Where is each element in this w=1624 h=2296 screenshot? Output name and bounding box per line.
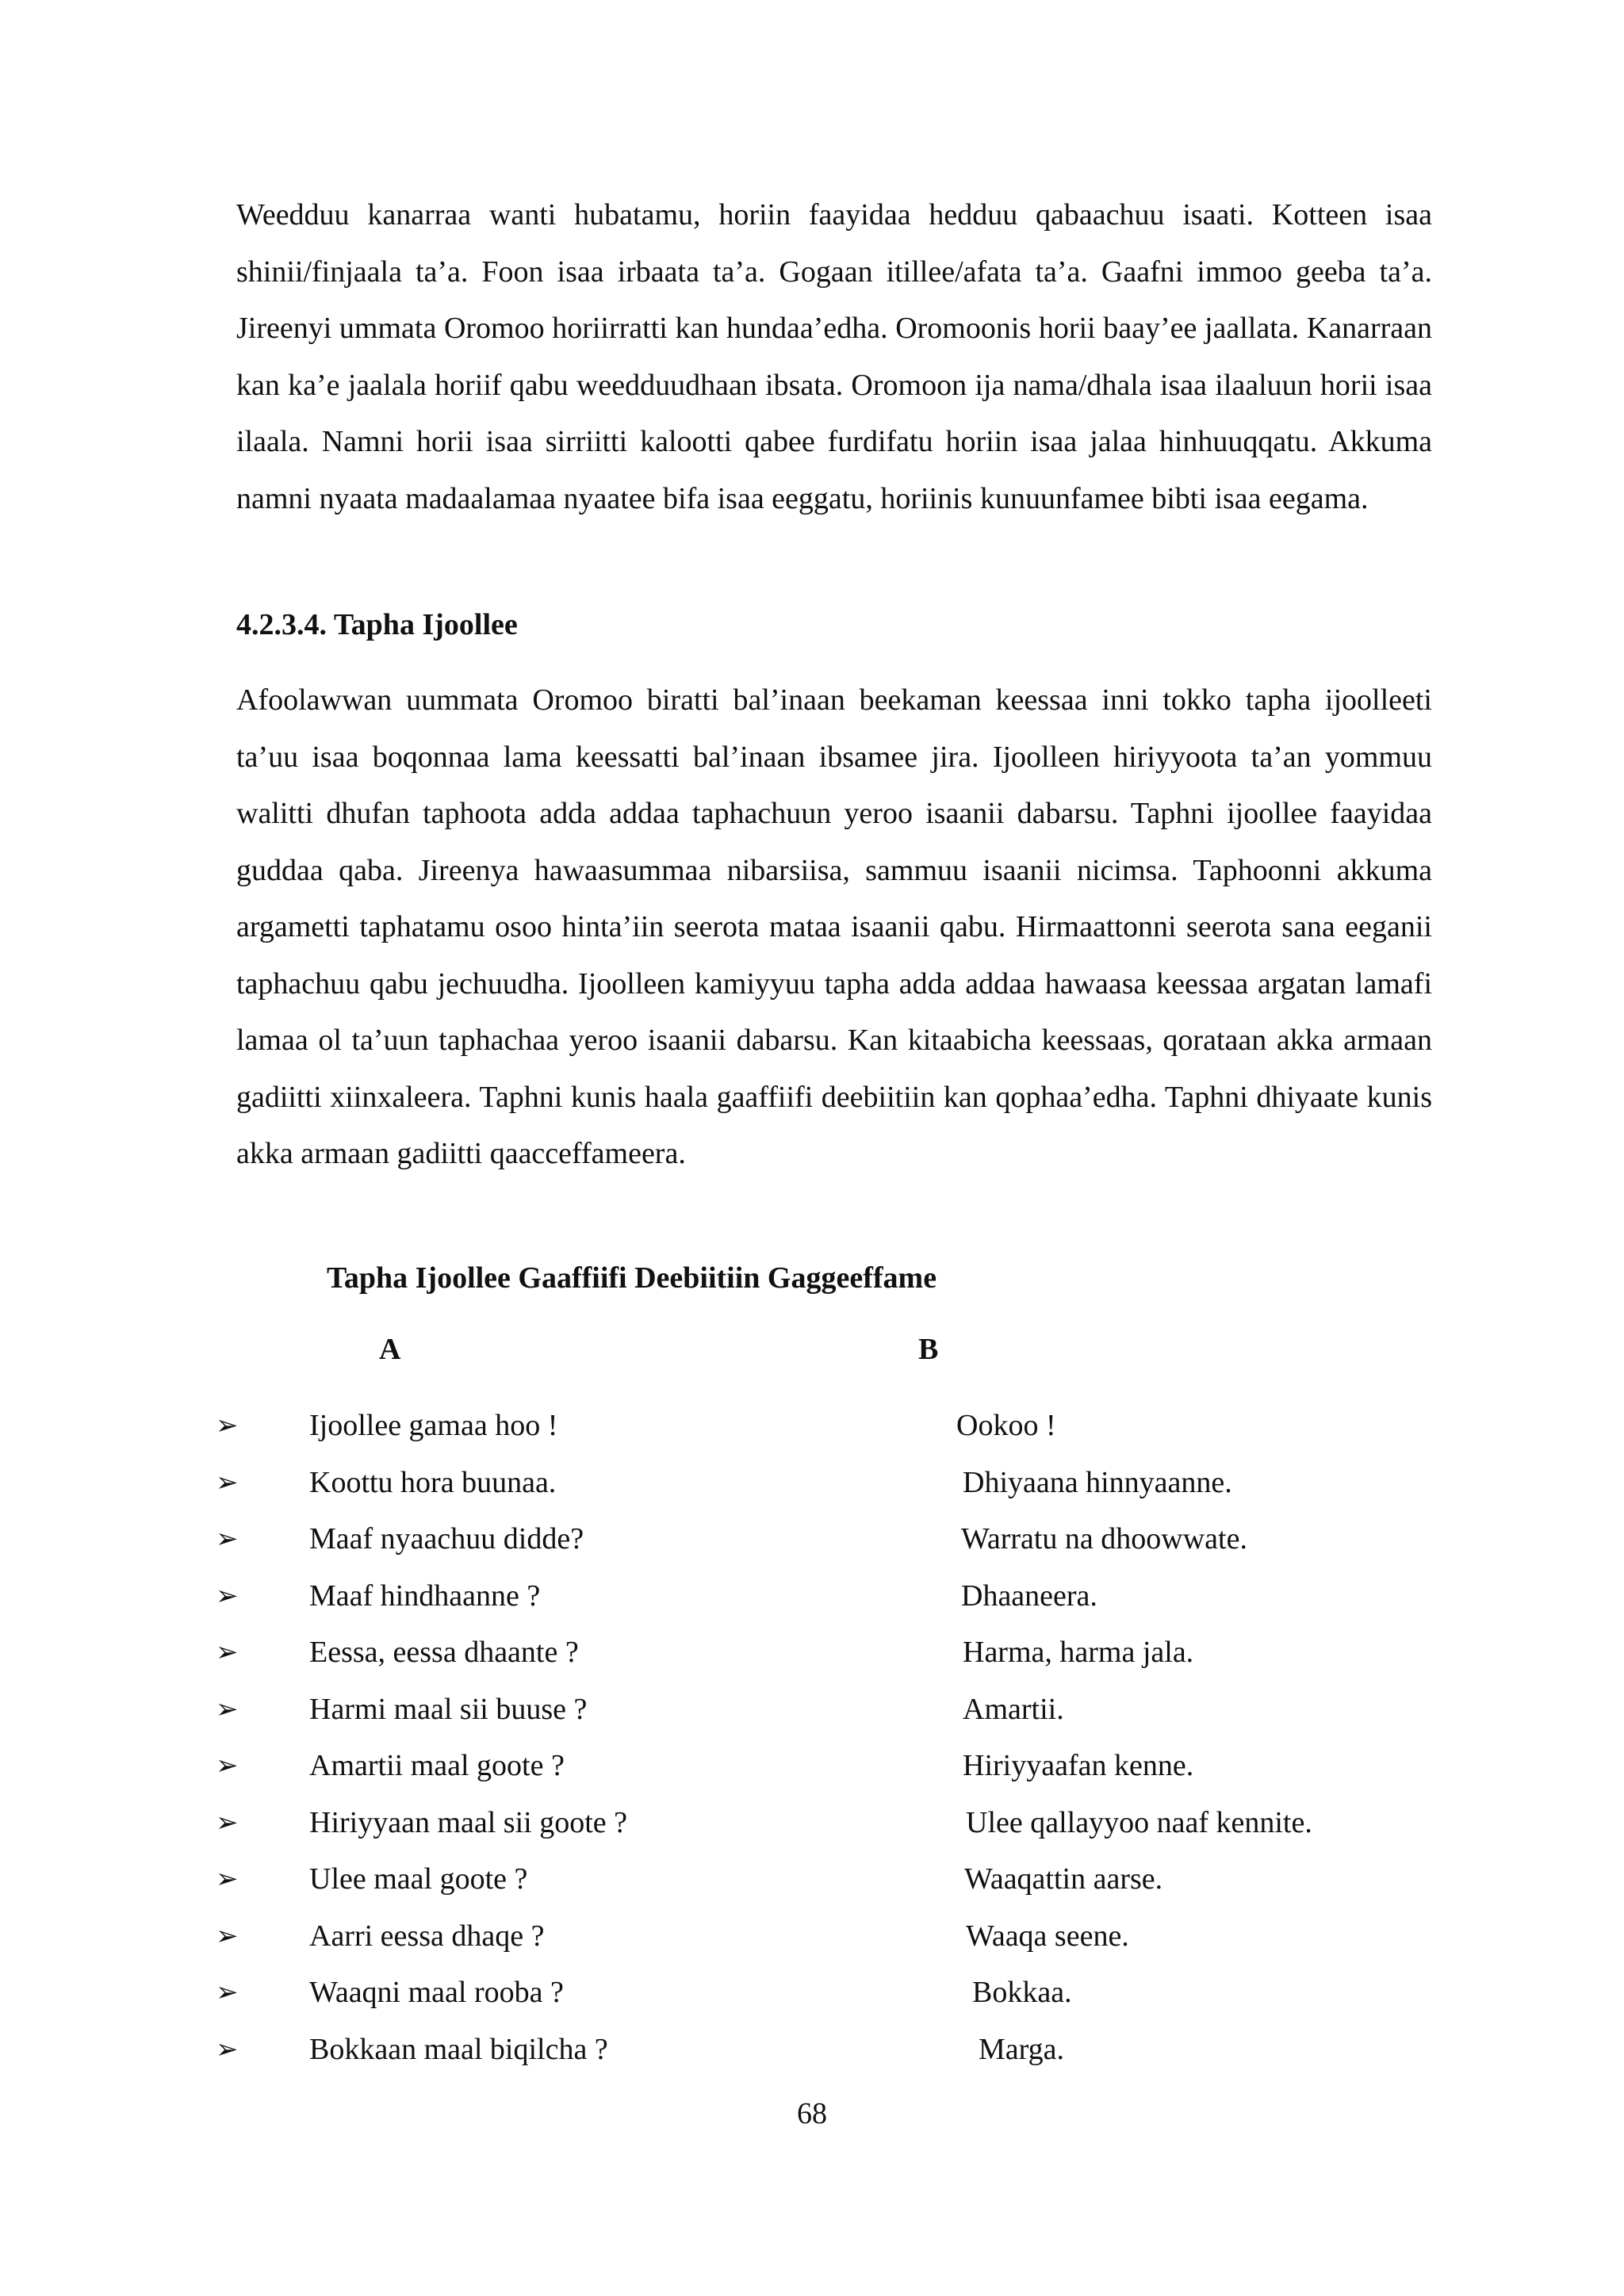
dialogue-row [0,2026,1624,2083]
question-text: Ulee maal goote ? [309,1862,528,1896]
question-text: Koottu hora buunaa. [309,1465,557,1499]
arrow-bullet-icon: ➢ [216,1750,239,1781]
answer-text: Dhaaneera. [961,1578,1097,1613]
arrow-bullet-icon: ➢ [216,1919,239,1952]
answer-text: Harma, harma jala. [963,1636,1194,1669]
answer-text: Ookoo ! [956,1409,1056,1442]
question-text: Eessa, eessa dhaante ? [309,1636,579,1669]
answer-text: Bokkaa. [972,1976,1072,2009]
column-b-heading: B [918,1333,939,1366]
arrow-bullet-icon: ➢ [216,1806,239,1839]
answer-text: Ulee qallayyoo naaf kennite. [966,1805,1312,1839]
answer-text: Warratu na dhoowwate. [961,1522,1247,1556]
column-a-heading: A [379,1333,401,1366]
arrow-bullet-icon: ➢ [216,1636,239,1668]
arrow-bullet-icon: ➢ [216,1579,239,1612]
arrow-bullet-icon: ➢ [216,1523,239,1555]
section-heading: 4.2.3.4. Tapha Ijoollee [236,608,518,641]
answer-text: Amartii. [963,1692,1064,1726]
answer-text: Marga. [979,2032,1064,2066]
arrow-bullet-icon: ➢ [216,1863,239,1895]
question-text: Maaf nyaachuu didde? [309,1522,584,1556]
dialogue-row [0,1799,1624,1856]
body-paragraph-1: Weedduu kanarraa wanti hubatamu, horiin faayidaa hedduu qabaachuu isaati. Kotteen isaa shinii/finjaala ta’a. Foon isaa irbaata ta’a. Gogaan itillee/afata ta’a. Gaafni immoo geeba ta’a. Jireenyi ummata Oromoo horiirratti kan hundaa’edha. Oromoonis horii baay’ee jaallata. Kanarraan kan ka’e jaalala horiif qabu weedduudhaan ibsata. Oromoon ija nama/dhala isaa ilaaluun horii isaa ilaala. Namni horii isaa sirriitti kalootti qabee furdifatu horiin isaa jalaa hinhuuqqatu. Akkuma namni nyaata madaalamaa nyaatee bifa isaa eeggatu, horiinis kunuunfamee bibti isaa eegama. [236,198,1432,515]
answer-text: Waaqa seene. [966,1919,1129,1953]
dialogue-row [0,1855,1624,1912]
question-text: Bokkaan maal biqilcha ? [309,2032,608,2066]
body-paragraph-2: Afoolawwan uummata Oromoo biratti bal’inaan beekaman keessaa inni tokko tapha ijoolleeti ta’uu isaa boqonnaa lama keessatti bal’inaan ibsamee jira. Ijoolleen hiriyyoota ta’an yommuu walitti dhufan taphoota adda addaa taphachuun yeroo isaanii dabarsu. Taphni ijoollee faayidaa guddaa qaba. Jireenya hawaasummaa nibarsiisa, sammuu isaanii nicimsa. Taphoonni akkuma argametti taphatamu osoo hinta’iin seerota mataa isaanii qabu. Hirmaattonni seerota sana eeganii taphachuu qabu jechuudha. Ijoolleen kamiyyuu tapha adda addaa hawaasa keessaa argatan lamafi lamaa ol ta’uun taphachaa yeroo isaanii dabarsu. Kan kitaabicha keessaas, qorataan akka armaan gadiitti xiinxaleera. Taphni kunis haala gaaffiifi deebiitiin kan qophaa’edha. Taphni dhiyaate kunis akka armaan gadiitti qaacceffameera. [236,683,1432,1170]
question-text: Hiriyyaan maal sii goote ? [309,1805,627,1839]
dialogue-row [0,1969,1624,2026]
answer-text: Dhiyaana hinnyaanne. [963,1465,1232,1499]
dialogue-row [0,1402,1624,1459]
dialogue-row [0,1515,1624,1572]
answer-text: Hiriyyaafan kenne. [963,1749,1194,1782]
question-text: Aarri eessa dhaqe ? [309,1919,545,1953]
arrow-bullet-icon: ➢ [216,1466,239,1498]
question-text: Ijoollee gamaa hoo ! [309,1409,558,1442]
arrow-bullet-icon: ➢ [216,1410,239,1441]
question-text: Maaf hindhaanne ? [309,1578,541,1613]
dialogue-row [0,1459,1624,1516]
dialogue-title: Tapha Ijoollee Gaaffiifi Deebiitiin Gaggeeffame [327,1261,937,1295]
dialogue-row [0,1572,1624,1629]
answer-text: Waaqattin aarse. [964,1862,1163,1896]
question-text: Harmi maal sii buuse ? [309,1692,588,1726]
dialogue-row [0,1912,1624,1969]
arrow-bullet-icon: ➢ [216,1693,239,1725]
dialogue-row [0,1742,1624,1799]
arrow-bullet-icon: ➢ [216,1976,239,2008]
dialogue-row [0,1628,1624,1686]
dialogue-list [0,1402,1624,2082]
question-text: Waaqni maal rooba ? [309,1976,564,2009]
arrow-bullet-icon: ➢ [216,2033,239,2065]
page-number: 68 [797,2097,827,2130]
dialogue-row [0,1686,1624,1743]
question-text: Amartii maal goote ? [309,1749,565,1782]
